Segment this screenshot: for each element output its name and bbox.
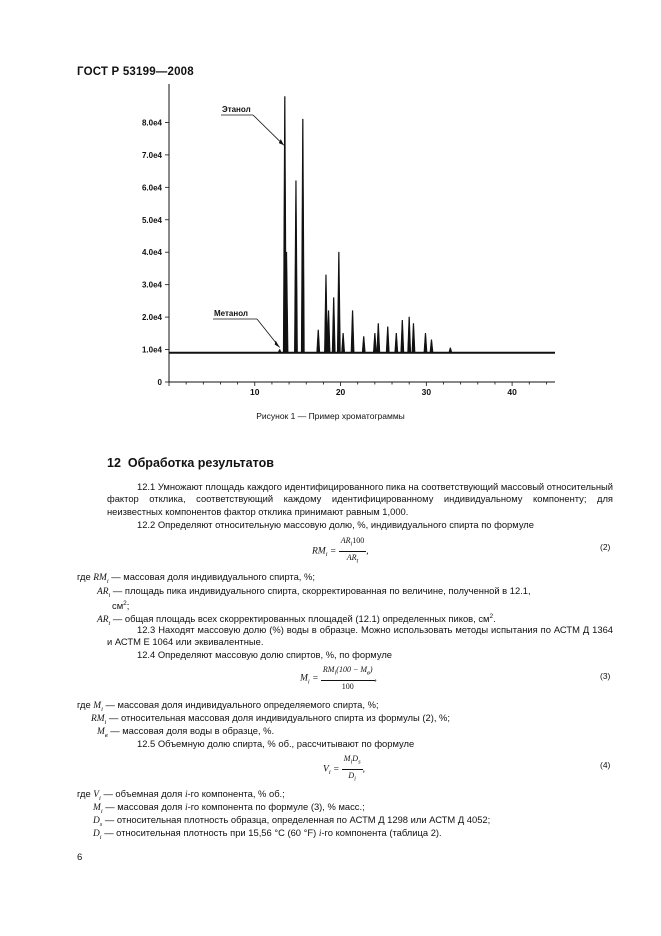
y-tick-label: 2.0e4	[141, 313, 162, 323]
var-ARi	[97, 587, 110, 597]
chromatogram-peak	[294, 181, 297, 353]
var-Di-base: D	[93, 829, 100, 839]
chromatogram-peak	[301, 119, 304, 353]
where-4-text-1b: -го компонента, % об.;	[187, 788, 285, 799]
formula-4-fraction	[342, 754, 363, 784]
chromatogram-peak	[401, 320, 404, 352]
var-Ds-sub: s	[99, 820, 103, 828]
where-4-text-2b: -го компонента по формуле (3), % масс.;	[187, 801, 365, 812]
paragraph-12-2: 12.2 Определяют относительную массовую долю, %, индивидуального спирта по формуле	[137, 519, 534, 530]
where-label-3: где	[77, 699, 91, 710]
formula-4-den: D	[348, 770, 355, 780]
where-2-line-3: $AR_t$ — общая площадь всех скорректированных площадей (12.1) определенных пиков, $см^2$.	[97, 613, 496, 627]
formula-2-den: AR	[346, 552, 357, 562]
var-Vi	[93, 790, 101, 800]
where-4-text-4a: — относительная плотность при 15,56 °С (60 °F)	[104, 827, 317, 838]
x-tick-label: 20	[335, 387, 346, 397]
where-4-text-1a: — объемная доля	[103, 788, 183, 799]
formula-4-lhs: V	[323, 764, 329, 775]
formula-2-num-tail: 100	[352, 536, 365, 545]
paragraph-12-4: 12.4 Определяют массовую долю спиртов, %, по формуле	[137, 649, 393, 660]
chromatogram-peak	[408, 317, 411, 353]
formula-3: $M_i$ = $\frac{RM_i(100 - M_в)}{100}$ ,	[300, 665, 377, 691]
x-tick-label: 30	[421, 387, 432, 397]
paragraph-12-3: 12.3 Находят массовую долю (%) воды в образце. Можно использовать методы испытания по АСТМ Д 1364 и АСТМ Е 1064 или эквивалентные.	[107, 624, 613, 648]
y-tick-label: 8.0e4	[141, 118, 162, 128]
formula-4-lhs-sub: i	[328, 769, 331, 777]
var-Di	[93, 829, 102, 839]
annotation-ethanol: Этанол	[222, 105, 251, 114]
section-number: 12	[107, 456, 121, 470]
annotation-ethanol-arrow	[279, 139, 284, 145]
where-4-text-2a: — массовая доля	[105, 801, 183, 812]
chromatogram-peak	[332, 298, 335, 353]
where-3-text-3: — массовая доля воды в образце, %.	[110, 725, 275, 736]
formula-3-den: 100	[341, 681, 354, 691]
var-Mi-sub: i	[101, 705, 103, 713]
var-RMi-2-sub: i	[104, 718, 107, 726]
formula-3-num-sub: i	[334, 669, 337, 677]
annotation-methanol: Метанол	[214, 309, 248, 318]
chromatogram-peak	[412, 324, 415, 353]
chromatogram-peak	[278, 350, 281, 353]
unit-cm-sup: 2	[123, 600, 127, 607]
annotation-ethanol-leader	[253, 115, 284, 145]
unit-cm: см	[112, 600, 124, 612]
where-3-text-2: — относительная массовая доля индивидуального спирта из формулы (2), %;	[108, 712, 450, 723]
formula-2-fraction	[339, 536, 367, 566]
var-ARt-sub: t	[108, 620, 111, 627]
var-Mi	[93, 701, 103, 711]
formula-2: $RM_i$ = $\frac{AR_i100}{AR_t}$ ,	[312, 536, 369, 565]
where-2-text-2: — площадь пика индивидуального спирта, скорректированная по величине, полученной в 12.1,	[112, 585, 531, 596]
var-Mv: $M_в$	[97, 727, 108, 739]
var-RMi-sub: i	[106, 577, 109, 585]
y-tick-label: 1.0e4	[141, 345, 162, 355]
var-Mi-base: M	[93, 701, 102, 711]
chromatogram-peak	[337, 252, 340, 353]
chromatogram-peak	[430, 340, 433, 353]
chromatogram-peak	[449, 348, 452, 353]
y-tick-label: 4.0e4	[141, 248, 162, 258]
var-i-2: i	[184, 803, 188, 813]
var-i-4: i	[318, 829, 322, 839]
where-2-text-1: — массовая доля индивидуального спирта, %;	[111, 571, 315, 582]
chromatogram-peak	[362, 337, 365, 353]
formula-2-lhs: RM	[312, 546, 326, 557]
where-2-text-3: — общая площадь всех скорректированных площадей (12.1) определенных пиков, см	[112, 613, 490, 625]
chromatogram-peak	[327, 311, 330, 353]
formula-2-den-sub: t	[356, 557, 359, 565]
unit-cm2-sup: 2	[489, 613, 494, 620]
var-RMi-2	[91, 714, 106, 724]
where-2-line-2b: $см^2$;	[112, 600, 130, 612]
var-Mi-4-sub: i	[100, 807, 103, 815]
where-4-line-4	[93, 827, 613, 844]
chromatogram-peak	[395, 333, 398, 352]
formula-2-num-sub: i	[350, 540, 353, 548]
chromatogram-chart	[0, 0, 661, 420]
chromatogram-peak	[373, 333, 376, 352]
formula-4: $V_i$ = $\frac{M_iD_s}{D_i}$ ,	[323, 754, 365, 783]
formula-3-num-tail-sub: в	[367, 669, 370, 677]
var-Mi-4	[93, 803, 103, 813]
var-i-1: i	[184, 790, 188, 800]
formula-2-lhs-sub: i	[325, 551, 328, 559]
paragraph-12-5: 12.5 Объемную долю спирта, % об., рассчитывают по формуле	[137, 738, 415, 749]
where-label: где	[77, 571, 91, 582]
var-Vi-base: V	[93, 790, 100, 800]
formula-4-den-sub: i	[354, 775, 356, 783]
var-ARt-base: AR	[97, 615, 109, 626]
formula-3-lhs: M	[300, 673, 308, 684]
var-Ds	[93, 816, 102, 826]
y-tick-label: 5.0e4	[141, 215, 162, 225]
var-RMi-base: RM	[93, 573, 107, 583]
equation-number-2: (2)	[600, 542, 611, 552]
x-tick-label: 40	[507, 387, 517, 397]
formula-2-num: AR	[340, 536, 351, 545]
section-title: Обработка результатов	[127, 456, 274, 470]
y-tick-label: 7.0e4	[141, 150, 162, 160]
where-label-4: где	[77, 788, 91, 799]
where-3-text-1: — массовая доля индивидуального определяемого спирта, %;	[105, 699, 379, 710]
where-4-text-4b: -го компонента (таблица 2).	[321, 827, 442, 838]
equation-number-3: (3)	[600, 671, 611, 681]
paragraph-12-1: 12.1 Умножают площадь каждого идентифицированного пика на соответствующий массовый относительный фактор отклика, соответствующий каждому идентифицированному индивидуальному компоненту; для неизвестных компонентов фактор отклика принимают равным 1,000.	[107, 481, 613, 517]
figure-caption: Рисунок 1 — Пример хроматограммы	[256, 411, 405, 421]
y-tick-label: 6.0e4	[141, 183, 162, 193]
equation-number-4: (4)	[600, 760, 611, 770]
chromatogram-peak	[351, 311, 354, 353]
var-ARi-sub: i	[108, 591, 111, 599]
formula-4-num-mid: D	[352, 754, 359, 763]
chromatogram-peak	[342, 333, 345, 352]
var-RMi	[93, 573, 108, 583]
chromatogram-peak	[424, 333, 427, 352]
document-header: ГОСТ Р 53199—2008	[77, 66, 194, 78]
formula-4-num-sub: i	[350, 758, 353, 766]
var-RMi-2-base: RM	[91, 714, 105, 724]
var-Ds-base: D	[93, 816, 100, 826]
formula-4-num: M	[343, 754, 351, 763]
formula-3-lhs-sub: i	[307, 678, 310, 686]
page-number: 6	[77, 852, 83, 863]
var-ARi-base: AR	[97, 587, 109, 597]
var-Mi-4-base: M	[93, 803, 101, 813]
var-Vi-sub: i	[99, 794, 101, 802]
formula-3-num-tail: (100 − M	[336, 665, 368, 674]
chromatogram-peak	[377, 324, 380, 353]
var-Di-sub: i	[99, 833, 102, 841]
formula-3-fraction	[321, 665, 375, 692]
chromatogram-peak	[317, 330, 320, 353]
y-tick-label: 3.0e4	[141, 280, 162, 290]
x-tick-label: 10	[250, 387, 260, 397]
formula-3-num: RM	[322, 665, 335, 674]
where-4-text-3: — относительная плотность образца, определенная по АСТМ Д 1298 или АСТМ Д 4052;	[104, 814, 491, 825]
var-Mv-sub: в	[104, 731, 108, 739]
formula-3-num-close: )	[369, 665, 373, 674]
chromatogram-peak	[386, 327, 389, 353]
section-heading	[107, 456, 274, 470]
annotation-methanol-arrow	[275, 341, 280, 348]
where-2-line-2	[97, 585, 617, 602]
formula-4-num-mid-sub: s	[358, 758, 361, 766]
y-tick-label: 0	[157, 378, 162, 387]
